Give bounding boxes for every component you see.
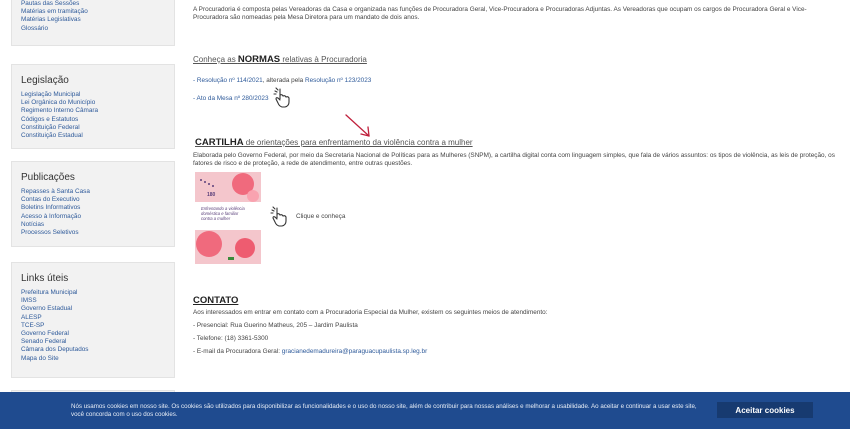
cartilha-cover-number: 180 [207, 192, 216, 198]
sidebar-link-imss[interactable]: IMSS [21, 297, 37, 305]
sidebar-heading-links-uteis: Links úteis [21, 273, 69, 284]
sidebar-link-pautas[interactable]: Pautas das Sessões [21, 0, 80, 7]
red-arrow-icon [343, 112, 373, 140]
sidebar-link-camara-deputados[interactable]: Câmara dos Deputados [21, 346, 89, 354]
contato-description: Aos interessados em entrar em contato com a Procuradoria Especial da Mulher, existem os seguintes meios de atendimento: [193, 309, 548, 316]
pointing-hand-icon [273, 87, 295, 109]
sidebar-link-regimento-interno[interactable]: Regimento Interno Câmara [21, 107, 99, 115]
sidebar-link-prefeitura[interactable]: Prefeitura Municipal [21, 289, 78, 296]
cartilha-heading-suffix: de orientações para enfrentamento da violência contra a mulher [243, 138, 473, 147]
sidebar-link-codigos-estatutos[interactable]: Códigos e Estatutos [21, 115, 79, 123]
sidebar-box-publicacoes [11, 161, 175, 247]
norma-item-mid-text: , alterada pela [262, 77, 306, 84]
sidebar-link-noticias[interactable]: Notícias [21, 220, 45, 228]
ato-mesa-link[interactable]: - Ato da Mesa nº 280/2023 [193, 95, 269, 102]
intro-paragraph: A Procuradoria é composta pelas Vereadoras da Casa e organizada nas funções de Procuradora Geral, Vice-Procuradora e Procuradoras Adjuntas. As Vereadoras que ocupam os cargos de Procuradora Geral e Vice-Procuradora são nomeadas pela Mesa Diretora para um mandato de dois anos. [193, 6, 807, 21]
cartilha-heading-bold: CARTILHA [195, 137, 244, 148]
cookie-banner [0, 392, 850, 429]
sidebar-link-glossario[interactable]: Glossário [21, 24, 48, 32]
sidebar-heading-legislacao: Legislação [21, 75, 69, 86]
normas-heading-suffix: relativas à Procuradoria [280, 55, 367, 64]
cartilha-cover-title: Enfrentando a violência doméstica e familiar contra a mulher [201, 206, 245, 221]
sidebar-link-boletins[interactable]: Boletins Informativos [21, 204, 81, 212]
accept-cookies-button[interactable]: Aceitar cookies [717, 402, 813, 418]
sidebar-link-alesp[interactable]: ALESP [21, 313, 42, 321]
resolucao-123-link[interactable]: Resolução nº 123/2023 [305, 77, 372, 84]
contato-email-link[interactable]: gracianedemadureira@paraguacupaulista.sp.leg.br [281, 348, 428, 355]
norma-item-resolucao [193, 77, 371, 85]
contato-presencial: - Presencial: Rua Guerino Matheus, 205 – Jardim Paulista [193, 322, 358, 329]
contato-email [193, 348, 427, 356]
sidebar-heading-publicacoes: Publicações [21, 172, 75, 183]
cartilha-description: Elaborada pelo Governo Federal, por meio da Secretaria Nacional de Políticas para as Mulheres (SNPM), a cartilha digital conta com linguagem simples, que fala de vários assuntos: os tipos de violência, as leis de proteção, os fatores de risco e de proteção, a rede de atendimento, entre outras questões. [193, 152, 835, 167]
cartilha-cover-image[interactable] [195, 172, 261, 264]
norma-item-ato [193, 95, 269, 103]
normas-heading-bold: NORMAS [237, 54, 281, 65]
normas-heading-prefix: Conheça as [193, 55, 238, 64]
sidebar-link-materias-tramitacao[interactable]: Matérias em tramitação [21, 8, 88, 16]
contato-heading: CONTATO [193, 295, 239, 306]
sidebar-link-governo-federal[interactable]: Governo Federal [21, 330, 69, 338]
sidebar-link-constituicao-estadual[interactable]: Constituição Estadual [21, 132, 83, 140]
sidebar-box-materias [11, 0, 175, 46]
sidebar-link-legislacao-municipal[interactable]: Legislação Municipal [21, 91, 81, 98]
contato-telefone: - Telefone: (18) 3361-5300 [193, 335, 269, 342]
pointing-hand-icon [270, 206, 292, 228]
sidebar-link-repasses[interactable]: Repasses à Santa Casa [21, 188, 90, 195]
cookie-notice-text: Nós usamos cookies em nosso site. Os cookies são utilizados para disponibilizar as funcionalidades e o uso do nosso site, além de contribuir para nossas análises e melhorar a usabilidade. Ao aceitar e continuar a usar este site, você concorda com o uso dos cookies. [71, 403, 697, 418]
sidebar-link-constituicao-federal[interactable]: Constituição Federal [21, 123, 80, 131]
cartilha-heading [195, 137, 473, 148]
sidebar-link-senado-federal[interactable]: Senado Federal [21, 338, 67, 346]
sidebar-link-acesso-informacao[interactable]: Acesso à Informação [21, 212, 82, 220]
sidebar-link-governo-estadual[interactable]: Governo Estadual [21, 305, 73, 313]
resolucao-114-link[interactable]: - Resolução nº 114/2021 [193, 77, 263, 84]
sidebar-link-contas-executivo[interactable]: Contas do Executivo [21, 196, 80, 204]
sidebar-link-processos-seletivos[interactable]: Processos Seletivos [21, 229, 79, 237]
contato-email-label: - E-mail da Procuradora Geral: [193, 348, 282, 355]
sidebar-box-legislacao [11, 64, 175, 149]
sidebar-link-mapa-site[interactable]: Mapa do Site [21, 354, 59, 362]
sidebar-link-lei-organica[interactable]: Lei Orgânica do Município [21, 99, 96, 107]
sidebar-link-tce-sp[interactable]: TCE-SP [21, 321, 45, 329]
sidebar-box-links-uteis [11, 262, 175, 378]
sidebar-link-materias-legislativas[interactable]: Matérias Legislativas [21, 16, 81, 24]
clique-conheca-text: Clique e conheça [296, 213, 346, 220]
normas-heading [193, 54, 367, 65]
